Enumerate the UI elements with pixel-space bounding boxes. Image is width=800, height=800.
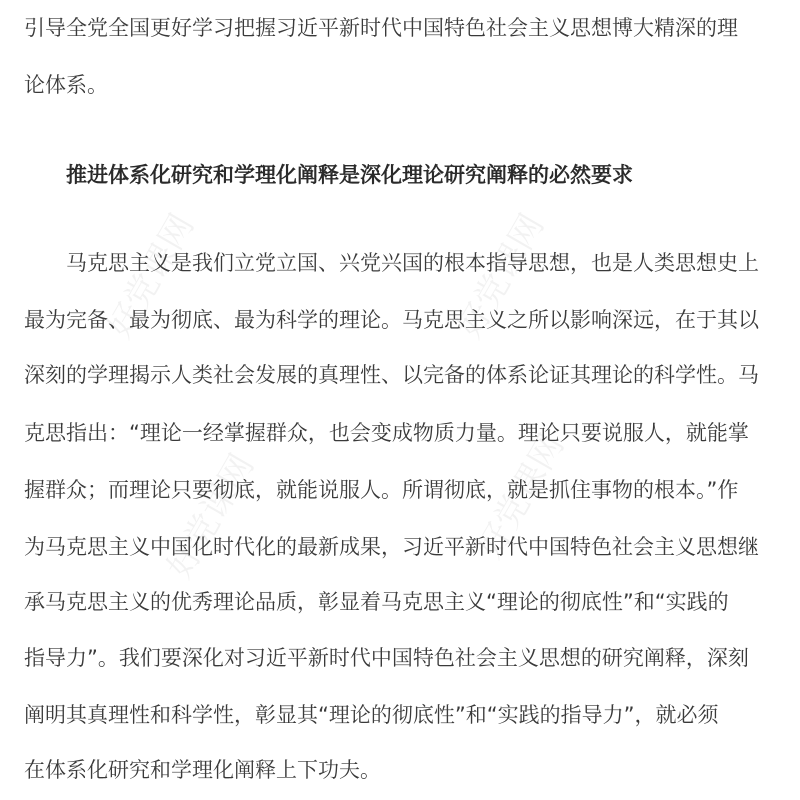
watermark-text: 好党课网 [449, 207, 553, 346]
watermark-text: 好党课网 [469, 427, 573, 566]
text-line: 在体系化研究和学理化阐释上下功夫。 [24, 758, 381, 782]
section-heading: 推进体系化研究和学理化阐释是深化理论研究阐释的必然要求 [66, 163, 633, 187]
text-line: 克思指出：“理论一经掌握群众，也会变成物质力量。理论只要说服人，就能掌 [24, 421, 749, 445]
text-line: 承马克思主义的优秀理论品质，彰显着马克思主义“理论的彻底性”和“实践的 [24, 590, 729, 614]
text-line: 论体系。 [24, 73, 108, 97]
text-line: 引导全党全国更好学习把握习近平新时代中国特色社会主义思想博大精深的理 [24, 16, 738, 40]
text-line: 马克思主义是我们立党立国、兴党兴国的根本指导思想，也是人类思想史上 [66, 251, 759, 275]
text-line: 握群众；而理论只要彻底，就能说服人。所谓彻底，就是抓住事物的根本。”作 [24, 478, 739, 502]
watermark-text: 好党课网 [99, 207, 203, 346]
text-line: 最为完备、最为彻底、最为科学的理论。马克思主义之所以影响深远，在于其以 [24, 308, 759, 332]
watermark-text: 好党课网 [159, 447, 263, 586]
text-line: 阐明其真理性和科学性，彰显其“理论的彻底性”和“实践的指导力”，就必须 [24, 703, 719, 727]
text-line: 深刻的学理揭示人类社会发展的真理性、以完备的体系论证其理论的科学性。马 [24, 363, 759, 387]
text-line: 为马克思主义中国化时代化的最新成果，习近平新时代中国特色社会主义思想继 [24, 535, 759, 559]
text-line: 指导力”。我们要深化对习近平新时代中国特色社会主义思想的研究阐释，深刻 [24, 646, 749, 670]
